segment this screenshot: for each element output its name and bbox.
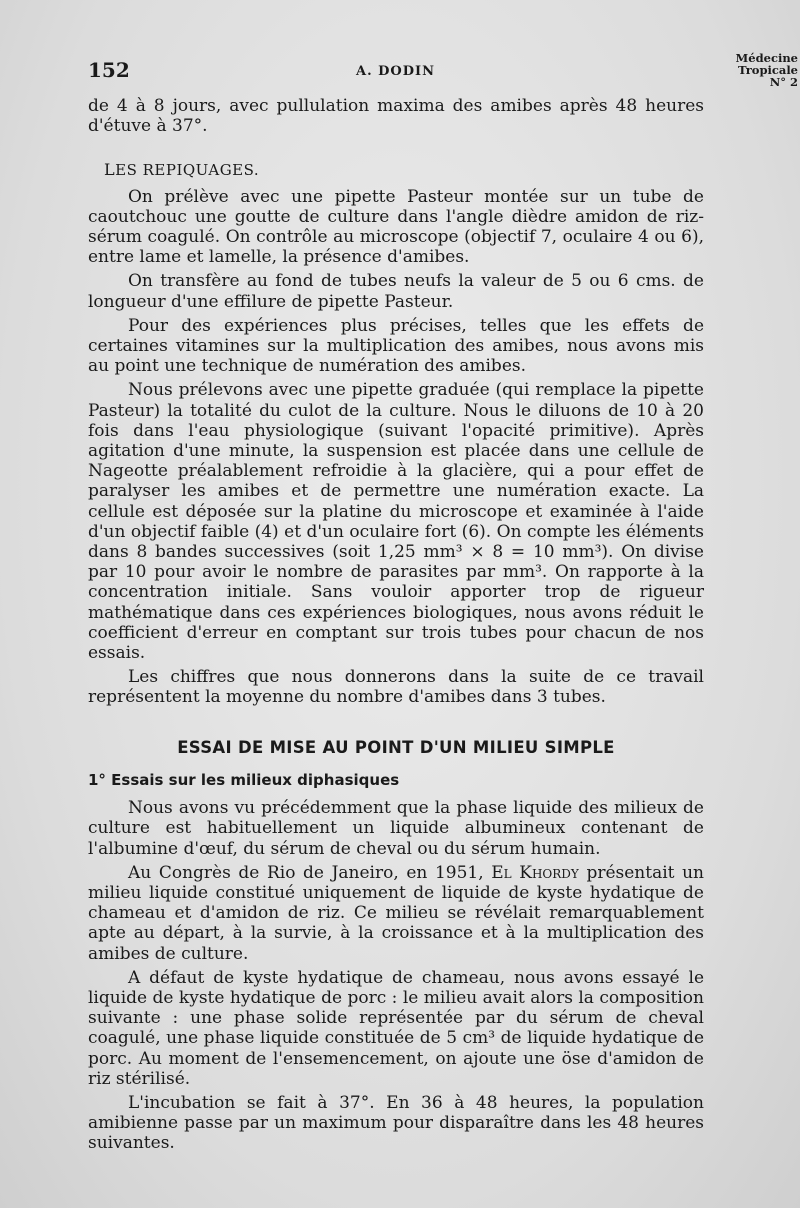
paragraph-9: A défaut de kyste hydatique de chameau, nous avons essayé le liquide de kyste hydatique de porc : le milieu avait alors la composition suivante : une phase solide représentée par du sérum de cheval coagulé, une phase liquide constituée de 5 cm³ de liquide hydatique de porc. Au moment de l'ensemencement, on ajoute une öse d'amidon de riz stérilisé. bbox=[88, 967, 704, 1089]
paragraph-4: Pour des expériences plus précises, telles que les effets de certaines vitamines sur la multiplication des amibes, nous avons mis au point une technique de numération des amibes. bbox=[88, 315, 704, 377]
paragraph-3: On transfère au fond de tubes neufs la valeur de 5 ou 6 cms. de longueur d'une effilure de pipette Pasteur. bbox=[88, 271, 704, 312]
paragraph-8-start: Au Congrès de Rio de Janeiro, en 1951, bbox=[128, 862, 492, 883]
journal-tag bbox=[736, 52, 798, 88]
section-title: ESSAI DE MISE AU POINT D'UN MILIEU SIMPLE bbox=[177, 737, 615, 757]
paragraph-5: Nous prélevons avec une pipette graduée (qui remplace la pipette Pasteur) la totalité du culot de la culture. Nous le diluons de 10 à 20 fois dans l'eau physiologique (suivant l'opacité primitive). Après agitation d'une minute, la suspension est placée dans une cellule de Nageotte préalablement refroidie à la glacière, qui a pour effet de paralyser les amibes et de permettre une numération exacte. La cellule est déposée sur la platine du microscope et examinée à l'aide d'un objectif faible (4) et d'un oculaire fort (6). On compte les éléments dans 8 bandes successives (soit 1,25 mm³ × 8 = 10 mm³). On divise par 10 pour avoir le nombre de parasites par mm³. On rapporte à la concentration initiale. Sans vouloir apporter trop de rigueur mathématique dans ces expériences biologiques, nous avons réduit le coefficient d'erreur en comptant sur trois tubes pour chacun de nos essais. bbox=[88, 380, 704, 664]
paragraph-2: On prélève avec une pipette Pasteur montée sur un tube de caoutchouc une goutte de culture dans l'angle dièdre amidon de riz-sérum coagulé. On contrôle au microscope (objectif 7, oculaire 4 ou 6), entre lame et lamelle, la présence d'amibes. bbox=[88, 186, 704, 268]
paragraph-10: L'incubation se fait à 37°. En 36 à 48 heures, la population amibienne passe par un maximum pour disparaître dans les 48 heures suivantes. bbox=[88, 1092, 704, 1154]
paragraph-6: Les chiffres que nous donnerons dans la suite de ce travail représentent la moyenne du nombre d'amibes dans 3 tubes. bbox=[88, 667, 704, 708]
page-number: 152 bbox=[88, 58, 130, 82]
subheading-initial: L bbox=[104, 160, 116, 180]
subheading-repiquages bbox=[104, 160, 704, 180]
running-head: A. DODIN bbox=[356, 64, 435, 79]
author-name: El Khordy bbox=[491, 862, 579, 883]
subsection-title: 1° Essais sur les milieux diphasiques bbox=[88, 770, 400, 789]
journal-tag-line-2: Tropicale bbox=[738, 63, 798, 77]
article-body bbox=[88, 96, 704, 1154]
journal-tag-line-3: N° 2 bbox=[769, 75, 798, 89]
paragraph-8-end: présentait un milieu liquide constitué uniquement de liquide de kyste hydatique de chameau et d'amidon de riz. Ce milieu se révélait remarquablement apte au départ, à la survie, à la croissance et à la multiplication des amibes de culture. bbox=[88, 862, 704, 964]
paragraph-7: Nous avons vu précédemment que la phase liquide des milieux de culture est habituellement un liquide albumineux contenant de l'albumine d'œuf, du sérum de cheval ou du sérum humain. bbox=[88, 798, 704, 859]
journal-tag-line-1: Médecine bbox=[735, 51, 798, 65]
subheading-rest: ES REPIQUAGES. bbox=[115, 161, 260, 180]
paragraph-8 bbox=[88, 863, 704, 964]
page-header bbox=[88, 51, 800, 98]
paragraph-1: de 4 à 8 jours, avec pullulation maxima des amibes après 48 heures d'étuve à 37°. bbox=[88, 96, 704, 137]
